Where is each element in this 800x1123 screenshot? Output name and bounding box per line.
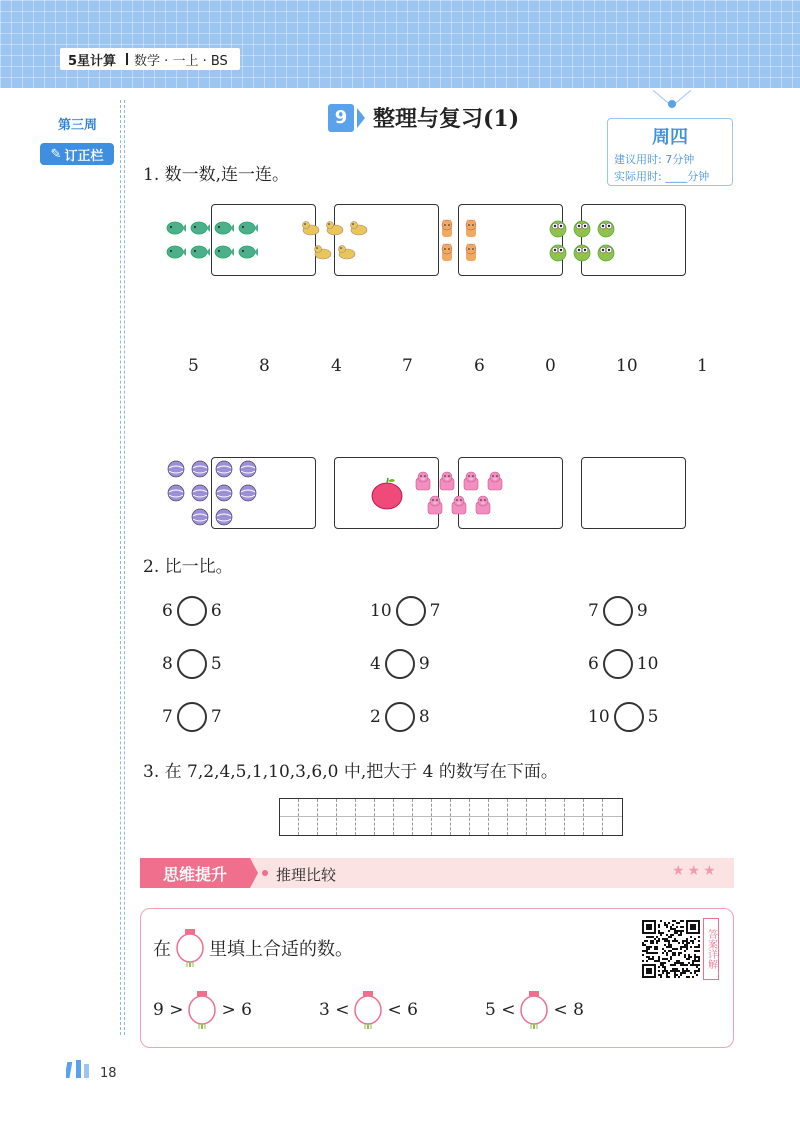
grid-cell[interactable] bbox=[565, 799, 584, 835]
right-number: 7 bbox=[210, 707, 222, 727]
item-right: < 8 bbox=[553, 1000, 584, 1020]
pin-icon bbox=[668, 100, 676, 108]
left-number: 6 bbox=[588, 654, 599, 674]
seal-icon bbox=[337, 242, 357, 262]
right-number: 10 bbox=[636, 654, 659, 674]
comparison-item bbox=[588, 649, 658, 679]
number-option: 10 bbox=[616, 356, 638, 376]
grid-cell[interactable] bbox=[337, 799, 356, 835]
page-number: 18 bbox=[100, 1066, 117, 1081]
picture-box bbox=[581, 204, 686, 276]
lantern-item bbox=[153, 991, 252, 1029]
ball-icon bbox=[190, 483, 210, 503]
suggested-time: 建议用时: 7分钟 bbox=[614, 153, 695, 166]
qr-code-icon[interactable] bbox=[640, 918, 702, 980]
comparison-item bbox=[370, 702, 430, 732]
comparison-item bbox=[370, 649, 430, 679]
fish-icon bbox=[214, 242, 234, 262]
grid-cell[interactable] bbox=[546, 799, 565, 835]
comparison-item bbox=[162, 649, 222, 679]
series-tag bbox=[60, 48, 240, 70]
answer-circle[interactable] bbox=[385, 702, 415, 732]
number-option: 4 bbox=[331, 356, 342, 376]
answer-circle[interactable] bbox=[603, 649, 633, 679]
margin-divider-2 bbox=[124, 100, 125, 1035]
grid-cell[interactable] bbox=[375, 799, 394, 835]
instruction-pre: 在 bbox=[153, 939, 171, 960]
right-number: 9 bbox=[636, 601, 648, 621]
item-right: > 6 bbox=[221, 1000, 252, 1020]
grid-cell[interactable] bbox=[356, 799, 375, 835]
pig-icon bbox=[449, 495, 469, 515]
answer-circle[interactable] bbox=[603, 596, 633, 626]
picture-box bbox=[334, 204, 439, 276]
left-number: 6 bbox=[162, 601, 173, 621]
question-3-prompt: 3. 在 7,2,4,5,1,10,3,6,0 中,把大于 4 的数写在下面。 bbox=[143, 762, 558, 782]
lantern-icon[interactable] bbox=[519, 991, 549, 1029]
pig-icon bbox=[425, 495, 445, 515]
subject-label: 数学 · 一上 · BS bbox=[134, 53, 228, 69]
owl-icon bbox=[572, 242, 592, 262]
comparison-item bbox=[162, 702, 222, 732]
item-right: < 6 bbox=[387, 1000, 418, 1020]
comparison-item bbox=[588, 702, 658, 732]
right-number: 7 bbox=[429, 601, 441, 621]
pig-icon bbox=[461, 471, 481, 491]
answer-circle[interactable] bbox=[385, 649, 415, 679]
answer-circle[interactable] bbox=[177, 596, 207, 626]
right-number: 5 bbox=[210, 654, 222, 674]
answer-circle[interactable] bbox=[396, 596, 426, 626]
fish-icon bbox=[190, 242, 210, 262]
day-card bbox=[607, 118, 733, 186]
chevron-icon bbox=[357, 108, 365, 128]
difficulty-stars: ★★★ bbox=[672, 863, 719, 879]
week-label: 第三周 bbox=[58, 118, 98, 133]
number-option: 5 bbox=[188, 356, 199, 376]
question-1-prompt: 1. 数一数,连一连。 bbox=[143, 165, 290, 185]
thinking-tag: 思维提升 bbox=[140, 858, 250, 888]
series-name: 5星计算 bbox=[68, 53, 117, 69]
seal-icon bbox=[349, 218, 369, 238]
lantern-item bbox=[319, 991, 418, 1029]
answer-label: 答案详解 bbox=[703, 918, 719, 980]
left-number: 10 bbox=[370, 601, 392, 621]
comparison-item bbox=[162, 596, 222, 626]
grid-cell[interactable] bbox=[508, 799, 527, 835]
ball-icon bbox=[190, 459, 210, 479]
item-left: 5 < bbox=[485, 1000, 516, 1020]
day-name: 周四 bbox=[652, 127, 688, 148]
seal-icon bbox=[301, 218, 321, 238]
item-left: 9 > bbox=[153, 1000, 184, 1020]
ball-icon bbox=[214, 459, 234, 479]
grid-cell[interactable] bbox=[299, 799, 318, 835]
owl-icon bbox=[596, 218, 616, 238]
cat-icon bbox=[437, 242, 457, 262]
number-option: 0 bbox=[545, 356, 556, 376]
grid-cell[interactable] bbox=[394, 799, 413, 835]
right-number: 9 bbox=[418, 654, 430, 674]
grid-cell[interactable] bbox=[413, 799, 432, 835]
correction-column-label bbox=[40, 143, 114, 165]
right-number: 6 bbox=[210, 601, 222, 621]
grid-cell[interactable] bbox=[489, 799, 508, 835]
fish-icon bbox=[166, 218, 186, 238]
left-number: 10 bbox=[588, 707, 610, 727]
card-string bbox=[674, 90, 691, 105]
fish-icon bbox=[214, 218, 234, 238]
comparison-item bbox=[588, 596, 648, 626]
thinking-subtitle: 推理比较 bbox=[276, 866, 337, 884]
number-option: 6 bbox=[474, 356, 485, 376]
grid-cell[interactable] bbox=[603, 799, 622, 835]
divider bbox=[126, 53, 128, 65]
ball-icon bbox=[166, 483, 186, 503]
pig-icon bbox=[437, 471, 457, 491]
answer-circle[interactable] bbox=[614, 702, 644, 732]
item-left: 3 < bbox=[319, 1000, 350, 1020]
writing-grid[interactable] bbox=[279, 798, 623, 836]
comparison-item bbox=[370, 596, 440, 626]
left-number: 8 bbox=[162, 654, 173, 674]
pig-icon bbox=[413, 471, 433, 491]
ball-icon bbox=[214, 483, 234, 503]
ball-icon bbox=[214, 507, 234, 527]
right-number: 5 bbox=[647, 707, 659, 727]
fish-icon bbox=[238, 218, 258, 238]
owl-icon bbox=[572, 218, 592, 238]
fish-icon bbox=[190, 218, 210, 238]
number-option: 7 bbox=[402, 356, 413, 376]
owl-icon bbox=[596, 242, 616, 262]
left-number: 4 bbox=[370, 654, 381, 674]
grid-cell[interactable] bbox=[318, 799, 337, 835]
lantern-icon[interactable] bbox=[353, 991, 383, 1029]
lesson-number: 9 bbox=[328, 104, 354, 132]
grid-cell[interactable] bbox=[470, 799, 489, 835]
thinking-instruction bbox=[153, 929, 353, 967]
lantern-item bbox=[485, 991, 584, 1029]
instruction-post: 里填上合适的数。 bbox=[209, 939, 353, 960]
cat-icon bbox=[461, 242, 481, 262]
dot-icon bbox=[262, 870, 268, 876]
question-2-prompt: 2. 比一比。 bbox=[143, 557, 233, 577]
lesson-title: 整理与复习(1) bbox=[373, 106, 520, 132]
grid-cell[interactable] bbox=[432, 799, 451, 835]
grid-cell[interactable] bbox=[584, 799, 603, 835]
right-number: 8 bbox=[418, 707, 430, 727]
answer-circle[interactable] bbox=[177, 649, 207, 679]
lesson-title-block bbox=[328, 102, 519, 133]
owl-icon bbox=[548, 218, 568, 238]
ball-icon bbox=[190, 507, 210, 527]
picture-box bbox=[211, 457, 316, 529]
ball-icon bbox=[238, 483, 258, 503]
left-number: 2 bbox=[370, 707, 381, 727]
cat-icon bbox=[437, 218, 457, 238]
number-option: 1 bbox=[697, 356, 708, 376]
seal-icon bbox=[313, 242, 333, 262]
grid-cell[interactable] bbox=[527, 799, 546, 835]
books-icon bbox=[66, 1058, 96, 1078]
lantern-icon[interactable] bbox=[187, 991, 217, 1029]
owl-icon bbox=[548, 242, 568, 262]
cat-icon bbox=[461, 218, 481, 238]
ball-icon bbox=[238, 459, 258, 479]
answer-circle[interactable] bbox=[177, 702, 207, 732]
margin-divider bbox=[120, 100, 121, 1035]
tag-arrow bbox=[250, 858, 258, 888]
ball-icon bbox=[166, 459, 186, 479]
left-number: 7 bbox=[162, 707, 173, 727]
picture-box bbox=[581, 457, 686, 529]
pig-icon bbox=[473, 495, 493, 515]
pig-icon bbox=[485, 471, 505, 491]
left-number: 7 bbox=[588, 601, 599, 621]
actual-time: 实际用时: ____分钟 bbox=[614, 170, 710, 183]
fish-icon bbox=[166, 242, 186, 262]
fish-icon bbox=[238, 242, 258, 262]
lantern-icon bbox=[175, 929, 205, 967]
apple-icon bbox=[369, 475, 405, 511]
correction-text: 订正栏 bbox=[64, 148, 104, 164]
header-band bbox=[0, 0, 800, 88]
picture-box bbox=[458, 457, 563, 529]
pencil-icon: ✎ bbox=[50, 146, 62, 162]
grid-cell[interactable] bbox=[451, 799, 470, 835]
seal-icon bbox=[325, 218, 345, 238]
number-option: 8 bbox=[259, 356, 270, 376]
grid-cell[interactable] bbox=[280, 799, 299, 835]
